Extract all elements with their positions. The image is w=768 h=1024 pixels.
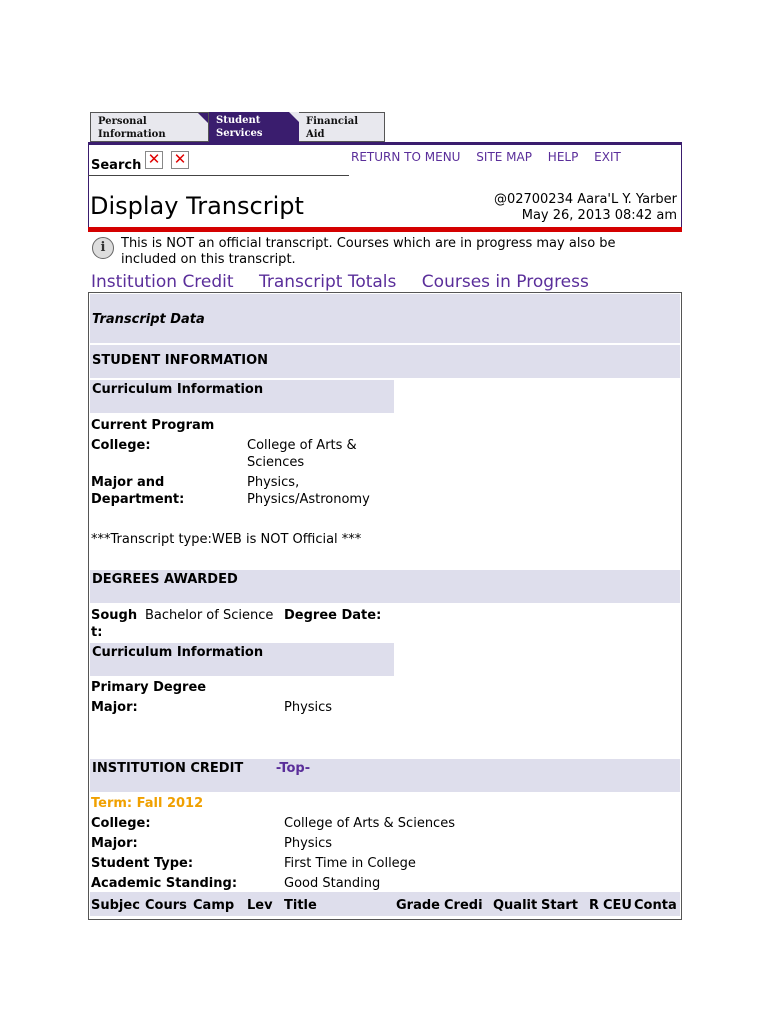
degrees-awarded-heading: DEGREES AWARDED	[90, 570, 680, 603]
header-rule	[88, 142, 682, 145]
major-value-line: Physics/Astronomy	[247, 492, 370, 507]
current-program-label: Current Program	[91, 418, 215, 433]
anchor-links	[91, 272, 609, 292]
college-value	[247, 437, 357, 471]
tab-label: Information	[98, 129, 166, 140]
courses-in-progress-link[interactable]: Courses in Progress	[421, 272, 589, 292]
close-icon[interactable]: ✕	[171, 151, 189, 169]
top-nav	[351, 150, 633, 164]
curriculum-information-heading: Curriculum Information	[90, 643, 394, 676]
transcript-table	[88, 292, 682, 920]
college-value-line: College of Arts &	[247, 438, 357, 453]
help-link[interactable]: HELP	[547, 150, 579, 164]
return-to-menu-link[interactable]: RETURN TO MENU	[351, 150, 461, 164]
term-college-label: College:	[91, 816, 151, 831]
student-type-label: Student Type:	[91, 856, 194, 871]
major-label: Major:	[91, 700, 138, 715]
user-info	[494, 192, 677, 224]
col-r: R	[589, 898, 600, 913]
top-link[interactable]: -Top-	[275, 761, 311, 776]
tab-personal-information[interactable]	[90, 112, 209, 142]
major-value: Physics	[284, 700, 333, 715]
transcript-totals-link[interactable]: Transcript Totals	[258, 272, 397, 292]
tab-student-services[interactable]	[209, 112, 299, 142]
term-heading: Term: Fall 2012	[91, 796, 204, 811]
major-label-line: Major and	[91, 475, 165, 490]
col-course: Cours	[145, 898, 187, 913]
term-major-label: Major:	[91, 836, 138, 851]
col-title: Title	[284, 898, 317, 913]
student-type-value: First Time in College	[284, 856, 416, 871]
search-underline	[88, 175, 349, 176]
major-label-line: Department:	[91, 492, 185, 507]
col-subject: Subjec	[91, 898, 140, 913]
site-map-link[interactable]: SITE MAP	[476, 150, 532, 164]
tab-label: Aid	[306, 129, 325, 140]
sought-label-line: t:	[91, 625, 103, 640]
title-rule	[88, 227, 682, 232]
col-grade: Grade	[396, 898, 440, 913]
col-credit: Credi	[444, 898, 483, 913]
header-border	[88, 145, 89, 231]
user-id-name: @02700234 Aara'L Y. Yarber	[493, 192, 677, 207]
col-start: Start	[541, 898, 578, 913]
col-ceu: CEU	[603, 898, 632, 913]
tab-corner	[289, 112, 299, 122]
curriculum-information-heading: Curriculum Information	[90, 380, 394, 413]
tab-label: Financial	[306, 116, 359, 127]
tab-label: Student	[216, 115, 261, 126]
search-label: Search	[91, 158, 142, 173]
transcript-type-note: ***Transcript type:WEB is NOT Official ***	[91, 532, 362, 547]
sought-label-line: Sough	[91, 608, 138, 623]
academic-standing-value: Good Standing	[284, 876, 381, 891]
institution-credit-heading	[90, 759, 680, 792]
sought-label	[91, 607, 137, 641]
college-label: College:	[91, 438, 151, 453]
page-title: Display Transcript	[90, 192, 304, 220]
header-border	[681, 145, 682, 231]
sought-degree-value: Bachelor of Science	[145, 608, 274, 623]
college-value-line: Sciences	[247, 455, 305, 470]
tab-label: Services	[216, 128, 263, 139]
col-quality: Qualit	[493, 898, 538, 913]
info-icon: i	[92, 237, 114, 259]
col-level: Lev	[247, 898, 273, 913]
student-information-heading: STUDENT INFORMATION	[90, 345, 680, 378]
close-icon[interactable]: ✕	[145, 151, 163, 169]
institution-credit-title: INSTITUTION CREDIT	[92, 761, 244, 776]
timestamp: May 26, 2013 08:42 am	[521, 208, 677, 223]
academic-standing-label: Academic Standing:	[91, 876, 238, 891]
col-campus: Camp	[193, 898, 235, 913]
term-college-value: College of Arts & Sciences	[284, 816, 455, 831]
transcript-data-header: Transcript Data	[90, 294, 680, 343]
transcript-notice: This is NOT an official transcript. Courses which are in progress may also be included on this transcript.	[121, 236, 616, 267]
tab-corner	[198, 113, 208, 123]
major-value-line: Physics,	[247, 475, 300, 490]
exit-link[interactable]: EXIT	[594, 150, 621, 164]
major-department-label	[91, 474, 184, 508]
major-department-value	[247, 474, 370, 508]
term-major-value: Physics	[284, 836, 333, 851]
institution-credit-link[interactable]: Institution Credit	[91, 272, 234, 292]
tab-financial-aid[interactable]	[299, 112, 385, 142]
degree-date-label: Degree Date:	[284, 608, 382, 623]
primary-degree-label: Primary Degree	[91, 680, 207, 695]
main-tabs	[90, 112, 385, 142]
tab-label: Personal	[98, 116, 147, 127]
col-contact: Conta	[634, 898, 677, 913]
